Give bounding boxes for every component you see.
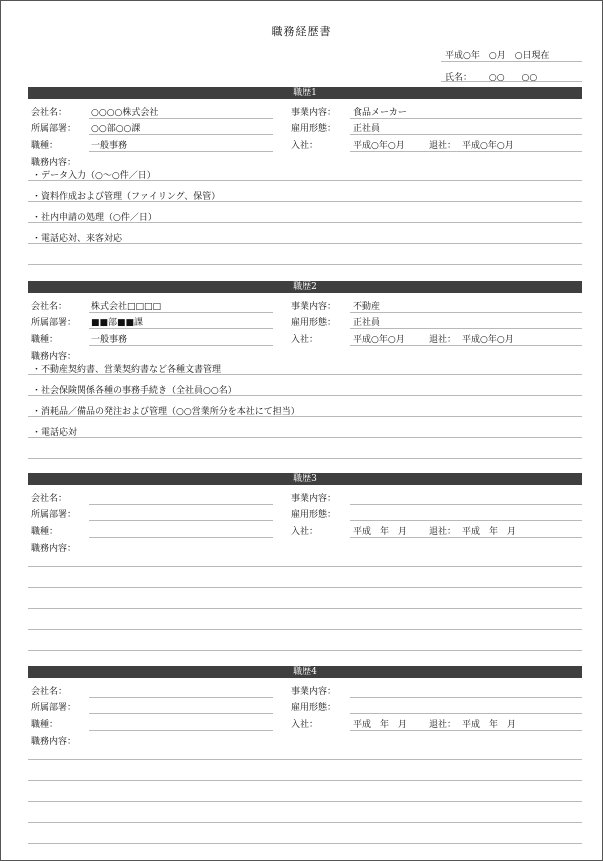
company-value: ○○○○株式会社 [91, 108, 159, 118]
company-label: 会社名： [31, 302, 68, 312]
business-underline [350, 504, 582, 505]
employment-underline [350, 713, 582, 714]
career-header-bar: 職歴2 [28, 281, 582, 293]
company-value: 株式会社□□□□ [91, 302, 162, 312]
business-underline [350, 697, 582, 698]
position-underline [89, 151, 273, 152]
position-underline [89, 345, 273, 346]
duty-underline [28, 801, 582, 802]
dept-label: 所属部署： [31, 124, 77, 134]
dept-label: 所属部署： [31, 318, 77, 328]
dates-underline [350, 151, 582, 152]
left-label: 退社： [429, 141, 457, 151]
joined-label: 入社： [291, 335, 319, 345]
dept-underline [89, 713, 273, 714]
employment-underline [350, 328, 582, 329]
business-label: 事業内容： [291, 494, 337, 504]
dept-value: ■■部■■課 [91, 318, 144, 328]
duty-item: ・消耗品／備品の発注および管理（○○営業所分を本社にて担当） [32, 407, 300, 417]
dates-underline [350, 537, 582, 538]
business-label: 事業内容： [291, 302, 337, 312]
employment-label: 雇用形態： [291, 703, 337, 713]
position-underline [89, 537, 273, 538]
business-underline [350, 118, 582, 119]
career-header-bar: 職歴4 [28, 666, 582, 678]
business-label: 事業内容： [291, 108, 337, 118]
duty-underline [28, 629, 582, 630]
company-underline [89, 312, 273, 313]
employment-value: 正社員 [353, 124, 381, 134]
duty-underline [28, 458, 582, 459]
position-label: 職種： [31, 141, 59, 151]
name-underline [441, 81, 582, 82]
career-header-bar: 職歴3 [28, 473, 582, 485]
company-label: 会社名： [31, 687, 68, 697]
company-label: 会社名： [31, 108, 68, 118]
dept-underline [89, 520, 273, 521]
left-label: 退社： [429, 720, 457, 730]
employment-label: 雇用形態： [291, 318, 337, 328]
date-underline [441, 61, 582, 62]
joined-value: 平成○年○月 [353, 141, 405, 151]
duty-item: ・不動産契約書、営業契約書など各種文書管理 [32, 365, 222, 375]
date-line: 平成○年 ○月 ○日現在 [445, 51, 550, 61]
company-underline [89, 697, 273, 698]
joined-value: 平成 年 月 [353, 527, 408, 537]
duties-label: 職務内容： [31, 737, 77, 747]
duty-underline [28, 587, 582, 588]
duty-item: ・電話応対 [32, 428, 78, 438]
business-underline [350, 312, 582, 313]
duty-underline [28, 608, 582, 609]
left-value: 平成○年○月 [462, 335, 514, 345]
name-value-family: ○○ [488, 73, 505, 83]
employment-underline [350, 134, 582, 135]
duties-label: 職務内容： [31, 352, 77, 362]
duty-underline [28, 264, 582, 265]
dept-label: 所属部署： [31, 703, 77, 713]
left-label: 退社： [429, 527, 457, 537]
duty-item: ・資料作成および管理（ファイリング、保管） [32, 192, 221, 202]
position-underline [89, 730, 273, 731]
business-value: 食品メーカー [353, 108, 407, 118]
business-value: 不動産 [353, 302, 381, 312]
dates-underline [350, 345, 582, 346]
duty-underline [28, 822, 582, 823]
duty-underline [28, 759, 582, 760]
joined-value: 平成○年○月 [353, 335, 405, 345]
business-label: 事業内容： [291, 687, 337, 697]
dept-underline [89, 328, 273, 329]
employment-value: 正社員 [353, 318, 381, 328]
duty-underline [28, 437, 582, 438]
duty-underline [28, 843, 582, 844]
duty-underline [28, 780, 582, 781]
joined-label: 入社： [291, 141, 319, 151]
company-underline [89, 118, 273, 119]
employment-label: 雇用形態： [291, 124, 337, 134]
dept-underline [89, 134, 273, 135]
duty-underline [28, 650, 582, 651]
company-underline [89, 504, 273, 505]
dept-label: 所属部署： [31, 510, 77, 520]
joined-value: 平成 年 月 [353, 720, 408, 730]
duty-item: ・データ入力（○〜○件／日） [32, 171, 156, 181]
career-header-bar: 職歴1 [28, 87, 582, 99]
duties-label: 職務内容： [31, 544, 77, 554]
employment-underline [350, 520, 582, 521]
company-label: 会社名： [31, 494, 68, 504]
duty-item: ・社内申請の処理（○件／日） [32, 213, 157, 223]
employment-label: 雇用形態： [291, 510, 337, 520]
name-value-given: ○○ [521, 73, 538, 83]
position-label: 職種： [31, 335, 59, 345]
duty-underline [28, 566, 582, 567]
position-label: 職種： [31, 527, 59, 537]
document-title: 職務経歴書 [271, 25, 332, 38]
dept-value: ○○部○○課 [91, 124, 141, 134]
duty-item: ・電話応対、来客対応 [32, 234, 123, 244]
name-label: 氏名： [445, 73, 473, 83]
duty-item: ・社会保険関係各種の事務手続き（全社員○○名） [32, 386, 237, 396]
position-value: 一般事務 [91, 335, 128, 345]
left-value: 平成 年 月 [462, 720, 517, 730]
left-label: 退社： [429, 335, 457, 345]
left-value: 平成○年○月 [462, 141, 514, 151]
position-label: 職種： [31, 720, 59, 730]
joined-label: 入社： [291, 720, 319, 730]
position-value: 一般事務 [91, 141, 128, 151]
left-value: 平成 年 月 [462, 527, 517, 537]
duties-label: 職務内容： [31, 158, 77, 168]
joined-label: 入社： [291, 527, 319, 537]
dates-underline [350, 730, 582, 731]
